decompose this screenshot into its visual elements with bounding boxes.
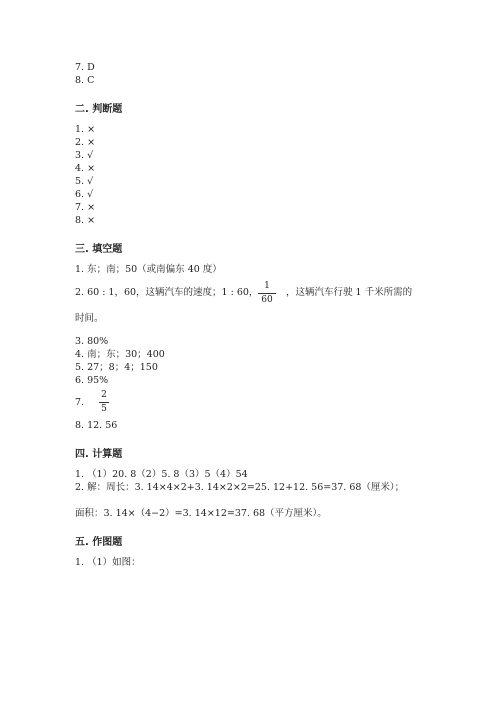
judgment-answer-2: 2. × <box>75 137 96 148</box>
section-title-calculation: 四. 计算题 <box>75 449 123 460</box>
calc-answer-1: 1. （1）20. 8（2）5. 8（3）5（4）54 <box>75 469 248 480</box>
fill-answer-2-continuation: 时间。 <box>75 313 104 324</box>
section-title-drawing: 五. 作图题 <box>75 537 123 548</box>
calc-answer-2: 2. 解：周长：3. 14×4×2+3. 14×2×2=25. 12+12. 56=37. 68（厘米）； <box>75 482 405 493</box>
fill-answer-6: 6. 95% <box>75 375 109 386</box>
judgment-answer-3: 3. √ <box>75 150 94 161</box>
judgment-answer-4: 4. × <box>75 163 96 174</box>
fraction-bar <box>99 402 109 403</box>
fraction-denominator: 5 <box>101 404 107 414</box>
choice-answer-8: 8. C <box>75 75 95 86</box>
choice-answer-7: 7. D <box>75 62 95 73</box>
fill-answer-7-fraction <box>99 390 109 415</box>
calc-answer-2-area: 面积：3. 14×（4−2）=3. 14×12=37. 68（平方厘米）。 <box>75 508 327 519</box>
judgment-answer-8: 8. × <box>75 215 96 226</box>
section-title-judgment: 二. 判断题 <box>75 104 123 115</box>
fill-answer-8: 8. 12. 56 <box>75 420 118 431</box>
fill-answer-2-fraction <box>258 281 276 306</box>
fill-answer-7-label: 7. <box>75 397 85 408</box>
fill-answer-2-text-end: ，这辆汽车行驶 1 千米所需的 <box>286 287 413 298</box>
judgment-answer-1: 1. × <box>75 124 96 135</box>
judgment-answer-5: 5. √ <box>75 176 94 187</box>
fill-answer-3: 3. 80% <box>75 336 109 347</box>
judgment-answer-7: 7. × <box>75 202 96 213</box>
fill-answer-2-text: 2. 60 : 1，60，这辆汽车的速度；1 : 60， <box>75 287 259 298</box>
judgment-answer-6: 6. √ <box>75 189 94 200</box>
fill-answer-4: 4. 南；东；30；400 <box>75 349 165 360</box>
section-title-fill-blank: 三. 填空题 <box>75 244 123 255</box>
fraction-bar <box>258 293 276 294</box>
fraction-denominator: 60 <box>261 295 273 305</box>
drawing-answer-1: 1. （1）如图： <box>75 557 141 568</box>
fraction-numerator: 1 <box>264 281 270 291</box>
fill-answer-1: 1. 东；南；50（或南偏东 40 度） <box>75 264 222 275</box>
fraction-numerator: 2 <box>101 390 107 400</box>
fill-answer-5: 5. 27；8；4；150 <box>75 362 158 373</box>
